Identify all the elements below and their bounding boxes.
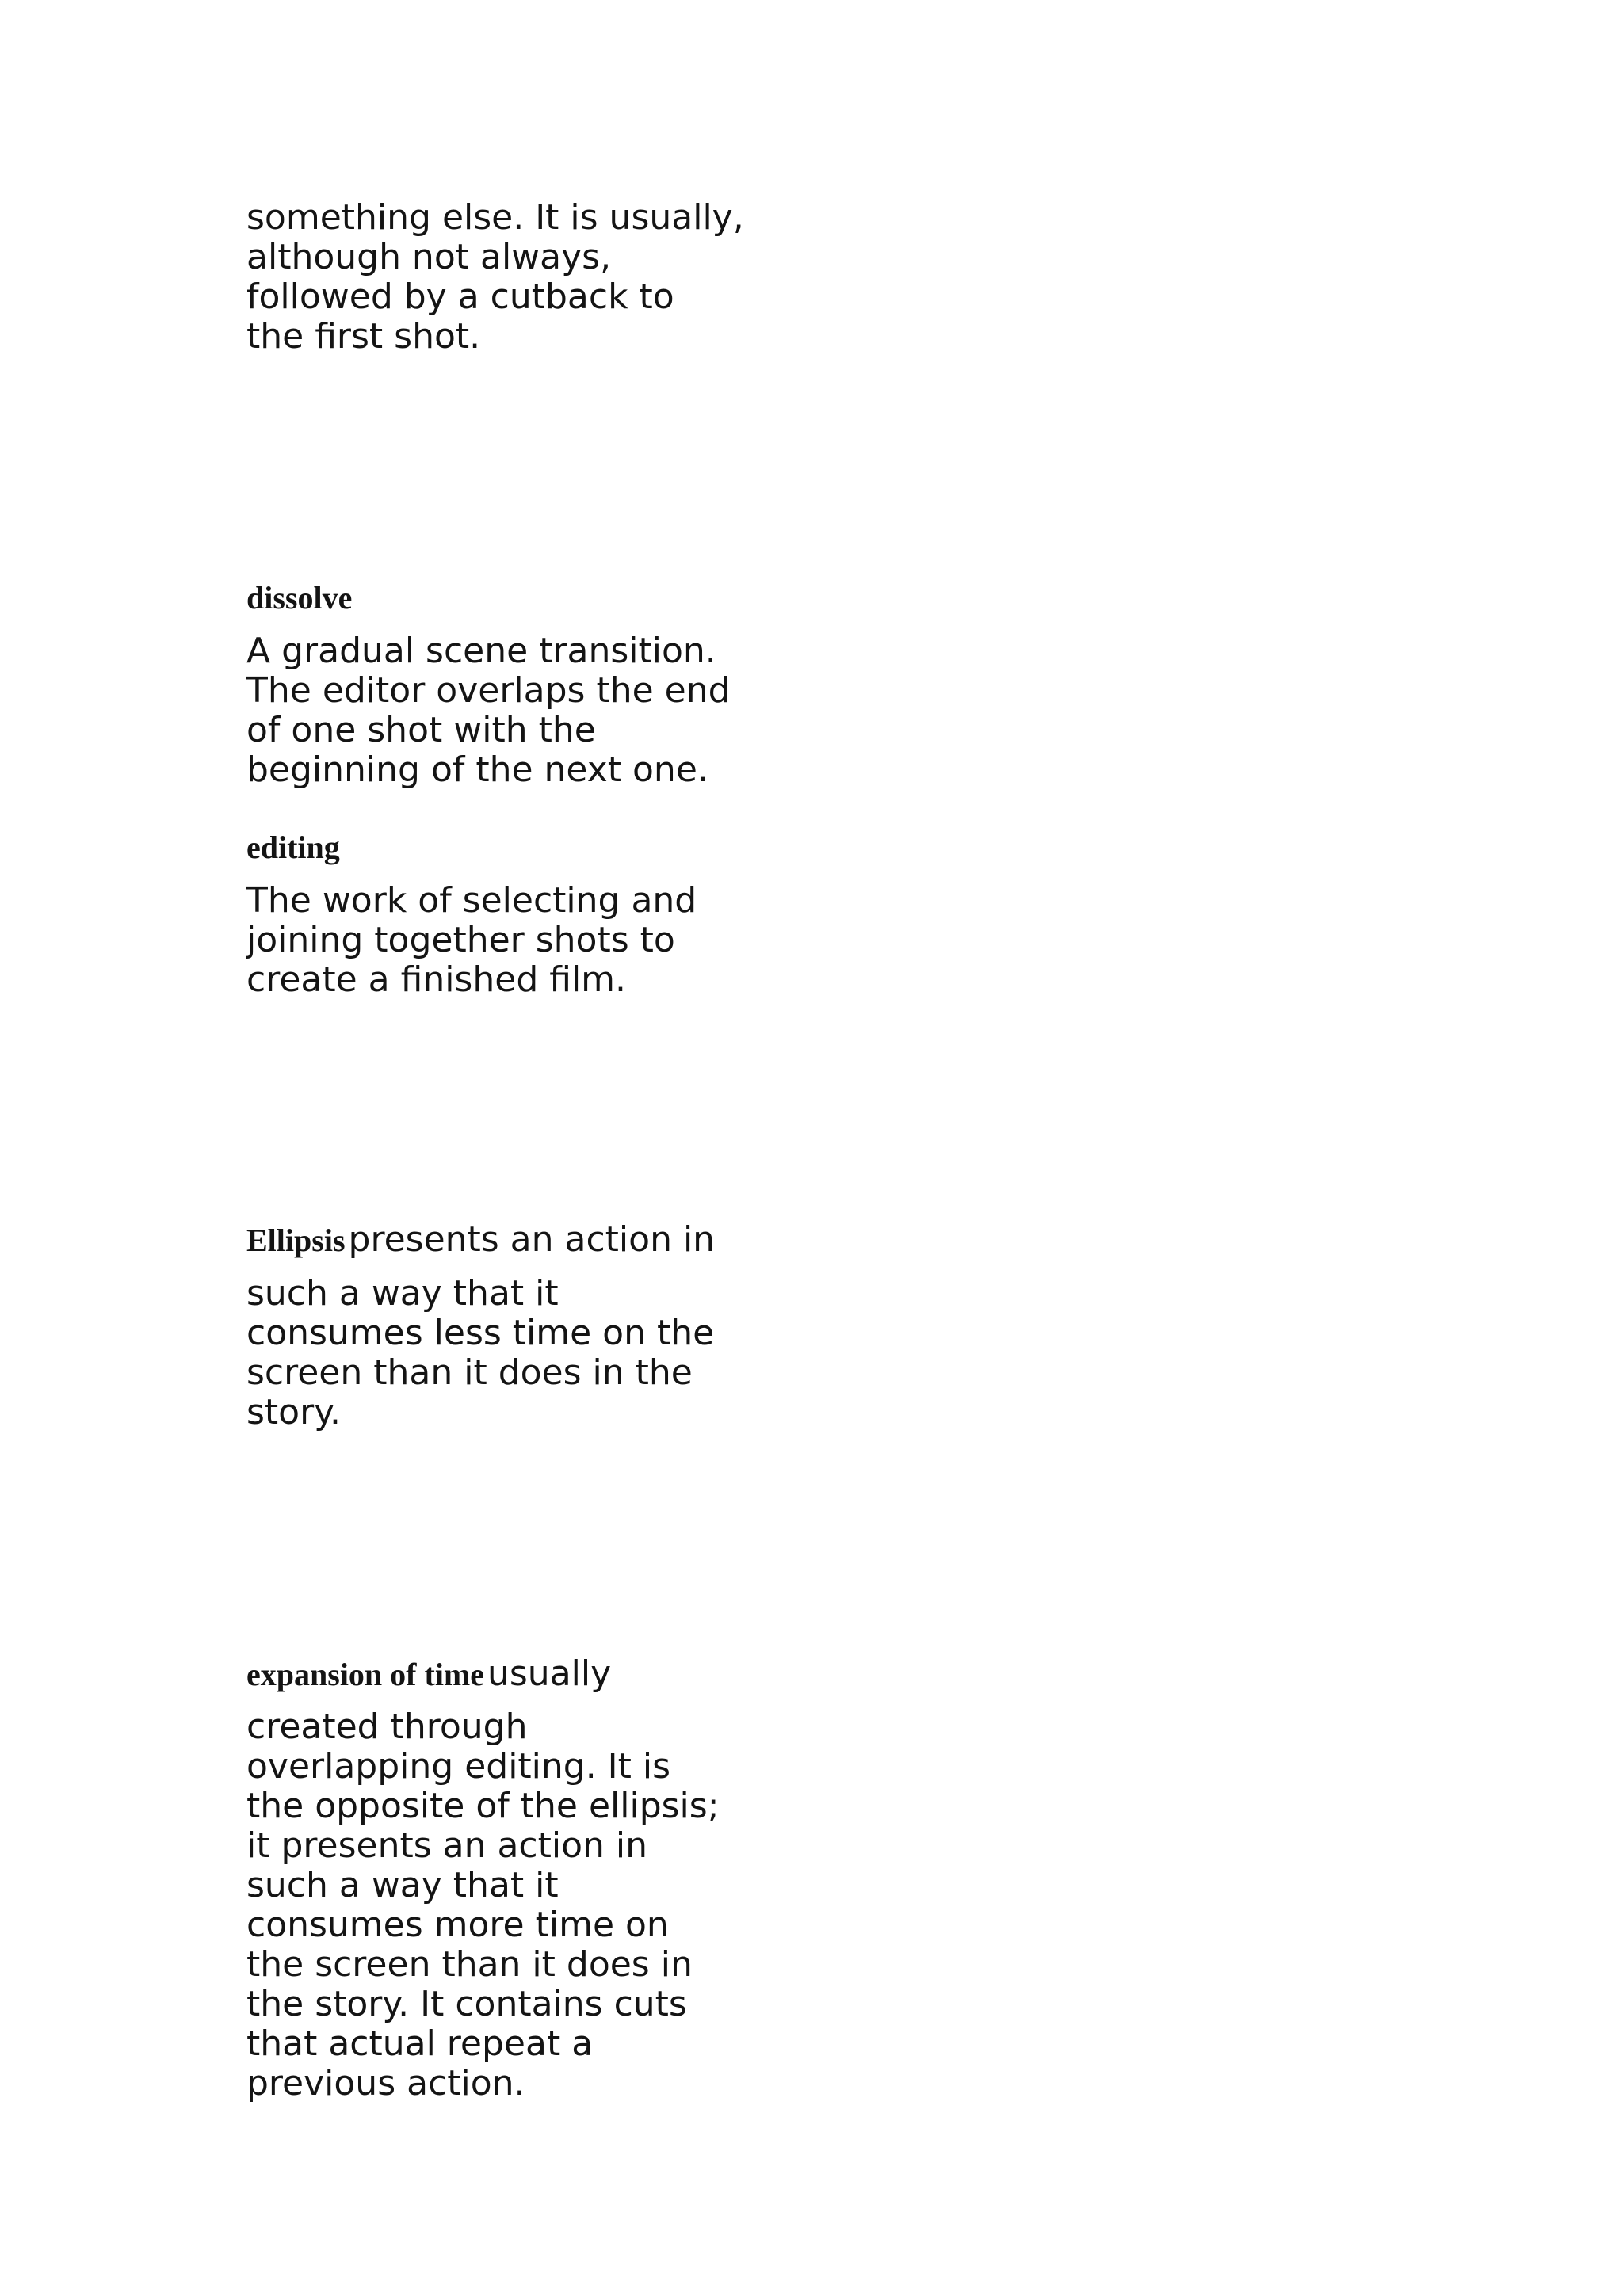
definition-editing: The work of selecting and joining together shots to create a finished film. [246, 880, 697, 1000]
lead-ellipsis: presents an action in [348, 1219, 716, 1260]
term-ellipsis: Ellipsis [246, 1222, 346, 1258]
term-dissolve: dissolve [246, 580, 353, 616]
definition-ellipsis: such a way that it consumes less time on the screen than it does in the story. [246, 1273, 715, 1432]
definition-dissolve: A gradual scene transition. The editor overlaps the end of one shot with the beginning of the next one. [246, 631, 731, 790]
definition-expansion-of-time: created through overlapping editing. It is the opposite of the ellipsis; it presents an action in such a way that it consumes more time on the screen than it does in the story. It contains cuts that actual repeat a previous action. [246, 1707, 720, 2103]
term-editing: editing [246, 830, 340, 865]
lead-expansion-of-time: usually [487, 1653, 612, 1694]
entry-expansion-first-line [246, 1654, 817, 1702]
fragment-paragraph: something else. It is usually, although not always, followed by a cutback to the first shot. [246, 197, 744, 357]
term-expansion-of-time: expansion of time [246, 1657, 484, 1692]
entry-ellipsis-first-line [246, 1220, 817, 1268]
